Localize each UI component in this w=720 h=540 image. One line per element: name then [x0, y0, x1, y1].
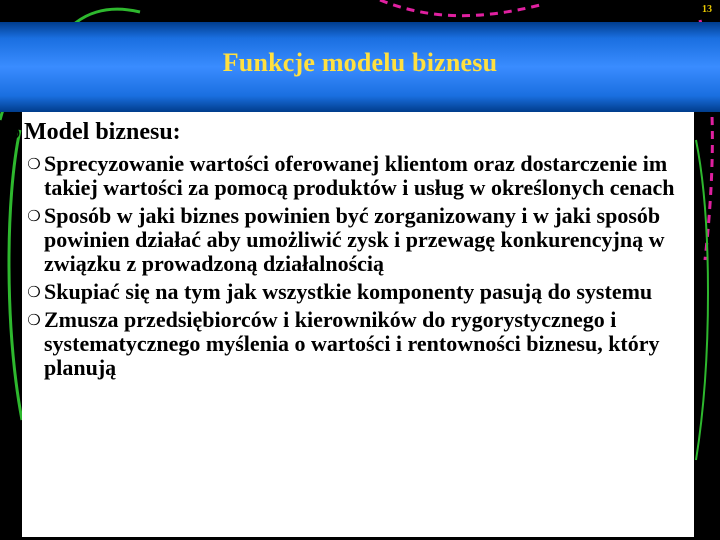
- slide-content: [2, 118, 694, 380]
- ring-bullet-icon: ❍: [27, 207, 41, 225]
- main-bullet: [2, 118, 694, 148]
- list-item: [24, 308, 684, 380]
- list-item-text: Skupiać się na tym jak wszystkie komponenty pasują do systemu: [44, 279, 653, 304]
- list-item: [24, 280, 684, 304]
- ring-bullet-icon: ❍: [27, 283, 41, 301]
- ring-bullet-icon: ❍: [5, 124, 21, 143]
- slide-title: Funkcje modelu biznesu: [222, 48, 498, 77]
- ring-bullet-icon: ❍: [27, 311, 41, 329]
- list-item: [24, 204, 684, 276]
- page-number: 13: [702, 4, 712, 15]
- list-item-text: Zmusza przedsiębiorców i kierowników do rygorystycznego i systematycznego myślenia o wartości i rentowności biznesu, który planują: [44, 307, 660, 380]
- list-item-text: Sposób w jaki biznes powinien być zorganizowany i w jaki sposób powinien działać aby umożliwić zysk i przewagę konkurencyjną w związku z prowadzoną działalnością: [44, 203, 665, 276]
- list-item-text: Sprecyzowanie wartości oferowanej klientom oraz dostarczenie im takiej wartości za pomocą produktów i usług w określonych cenach: [44, 151, 675, 200]
- list-item: [24, 152, 684, 200]
- green-curve-right: [696, 140, 708, 460]
- ring-bullet-icon: ❍: [27, 155, 41, 173]
- main-bullet-text: Model biznesu:: [24, 119, 181, 145]
- magenta-curve-top: [380, 0, 540, 16]
